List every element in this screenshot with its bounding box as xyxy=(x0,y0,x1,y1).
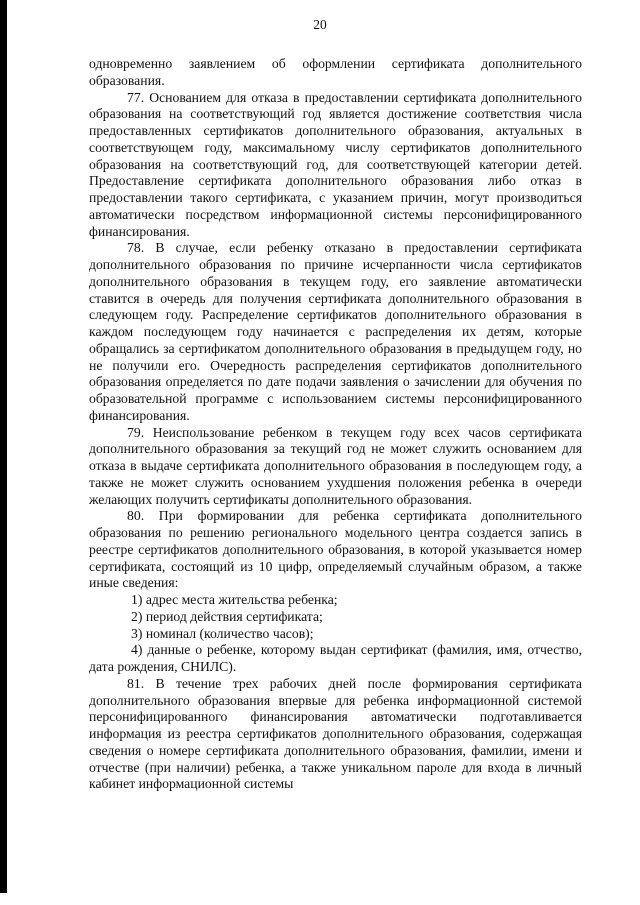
paragraph-78: 78. В случае, если ребенку отказано в предоставлении сертификата дополнительного образования по причине исчерпанности числа сертификатов дополнительного образования в текущем году, его заявление автоматически ставится в очередь для получения сертификата дополнительного образования в следующем году. Распределение сертификатов дополнительного образования в каждом последующем году начинается с распределения их детям, которые обращались за сертификатом дополнительного образования в предыдущем году, но не получили его. Очередность распределения сертификатов дополнительного образования определяется по дате подачи заявления о зачислении для обучения по образовательной программе с использованием системы персонифицированного финансирования. xyxy=(89,240,582,423)
paragraph-continuation: одновременно заявлением об оформлении сертификата дополнительного образования. xyxy=(89,56,582,88)
paragraph-79: 79. Неиспользование ребенком в текущем году всех часов сертификата дополнительного образования за текущий год не может служить основанием для отказа в выдаче сертификата дополнительного образования в последующем году, а также не может служить основанием ухудшения положения ребенка в очереди желающих получить сертификаты дополнительного образования. xyxy=(89,424,582,507)
paragraph-81: 81. В течение трех рабочих дней после формирования сертификата дополнительного образования впервые для ребенка информационной системой персонифицированного финансирования автоматически подготавливается информация из реестра сертификатов дополнительного образования, содержащая сведения о номере сертификата дополнительного образования, фамилии, имени и отчестве (при наличии) ребенка, а также уникальном пароле для входа в личный кабинет информационной системы xyxy=(89,675,582,792)
list-item-2: 2) период действия сертификата; xyxy=(131,608,323,624)
document-body xyxy=(89,56,582,793)
list-item-3: 3) номинал (количество часов); xyxy=(131,625,314,641)
page-number: 20 xyxy=(313,17,327,32)
list-item-4: 4) данные о ребенке, которому выдан сертификат (фамилия, имя, отчество, дата рождения, СНИЛС). xyxy=(89,642,582,674)
list-item-1: 1) адрес места жительства ребенка; xyxy=(131,592,338,607)
scan-edge-shadow xyxy=(0,0,7,893)
paragraph-80: 80. При формировании для ребенка сертификата дополнительного образования по решению регионального модельного центра создается запись в реестре сертификатов дополнительного образования, в которой указывается номер сертификата, состоящий из 10 цифр, определяемый случайным образом, а также иные сведения: xyxy=(89,508,582,591)
paragraph-77: 77. Основанием для отказа в предоставлении сертификата дополнительного образования на соответствующий год является достижение соответствия числа предоставленных сертификатов дополнительного образования, актуальных в соответствующем году, максимальному числу сертификатов дополнительного образования на соответствующий год, для соответствующей категории детей. Предоставление сертификата дополнительного образования либо отказ в предоставлении такого сертификата, с указанием причин, могут производиться автоматически посредством информационной системы персонифицированного финансирования. xyxy=(89,89,582,239)
